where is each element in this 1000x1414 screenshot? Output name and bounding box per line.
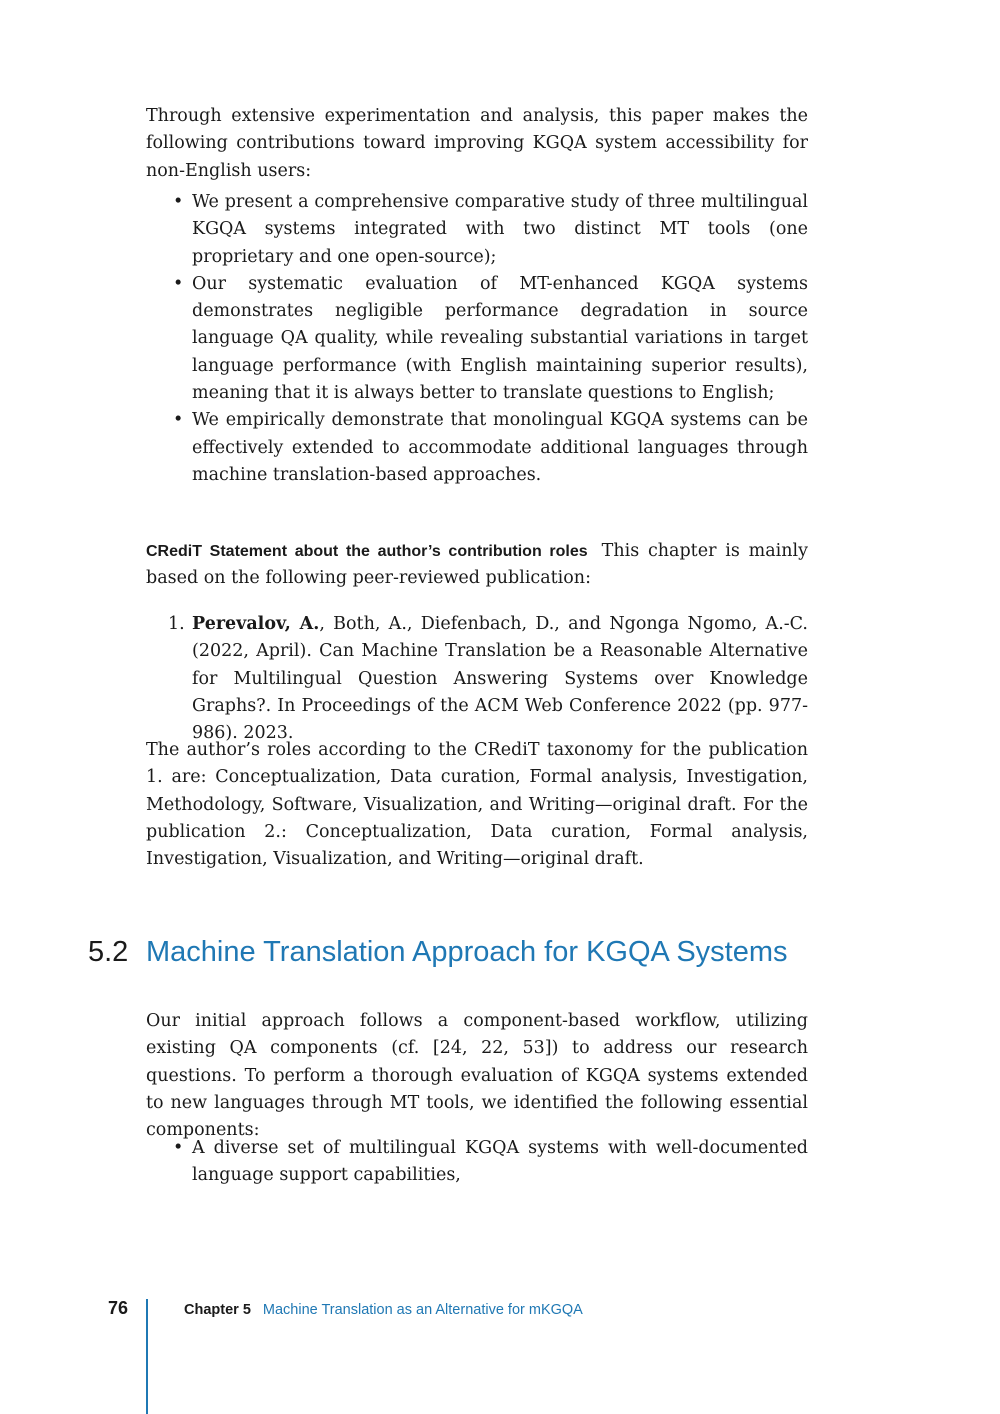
list-item — [146, 611, 808, 747]
bullet-icon: • — [173, 410, 184, 431]
publications-list — [146, 611, 808, 747]
components-list — [146, 1135, 808, 1190]
section-title: Machine Translation Approach for KGQA Systems — [146, 936, 788, 968]
page-number: 76 — [108, 1298, 129, 1318]
section-paragraph: Our initial approach follows a component-based workflow, utilizing existing QA components (cf. [24, 22, 53]) to address our research questions. To perform a thorough evaluation of KGQA systems extended to new languages through MT tools, we identified the following essential components: — [146, 1011, 808, 1141]
list-item: • We empirically demonstrate that monolingual KGQA systems can be effectively extended to accommodate additional languages through machine translation-based approaches. — [146, 407, 808, 489]
section-number: 5.2 — [88, 936, 129, 968]
chapter-title: Machine Translation as an Alternative for mKGQA — [262, 1302, 583, 1318]
bullet-icon: • — [173, 192, 184, 212]
intro-paragraph: Through extensive experimentation and analysis, this paper makes the following contributions toward improving KGQA system accessibility for non-English users: — [146, 106, 808, 181]
publication-number: 1. — [168, 614, 185, 634]
contributions-list — [146, 189, 808, 489]
bullet-icon: • — [173, 1138, 184, 1158]
credit-text: This chapter is mainly based on the following peer-reviewed publication: — [146, 541, 808, 589]
publication-author: Perevalov, A. — [192, 614, 320, 634]
roles-paragraph: The author’s roles according to the CRediT taxonomy for the publication 1. are: Conceptualization, Data curation, Formal analysis, Investigation, Methodology, Software, Visualization, and Writing—original draft. For the publication 2.: Conceptualization, Data curation, Formal analysis, Investigation, Visualization, and Writing—original draft. — [146, 740, 808, 870]
chapter-label: Chapter 5 — [184, 1302, 251, 1318]
publication-citation: , Both, A., Diefenbach, D., and Ngonga Ngomo, A.-C. (2022, April). Can Machine Translation be a Reasonable Alternative for Multilingual Question Answering Systems over Knowledge Graphs?. In Proceedings of the ACM Web Conference 2022 (pp. 977-986). 2023. — [192, 614, 808, 744]
list-item: • A diverse set of multilingual KGQA systems with well-documented language support capabilities, — [146, 1135, 808, 1190]
list-item: • We present a comprehensive comparative study of three multilingual KGQA systems integrated with two distinct MT tools (one proprietary and one open-source); — [146, 189, 808, 271]
footer-divider — [146, 1299, 148, 1414]
running-footer — [184, 1302, 583, 1318]
section-heading — [88, 932, 788, 972]
credit-paragraph — [146, 538, 808, 593]
bullet-icon: • — [173, 273, 184, 294]
credit-heading: CRediT Statement about the author’s contribution roles — [146, 543, 588, 560]
list-item: • Our systematic evaluation of MT-enhanced KGQA systems demonstrates negligible performance degradation in source language QA quality, while revealing substantial variations in target language performance (with English maintaining superior results), meaning that it is always better to translate questions to English; — [146, 271, 808, 407]
